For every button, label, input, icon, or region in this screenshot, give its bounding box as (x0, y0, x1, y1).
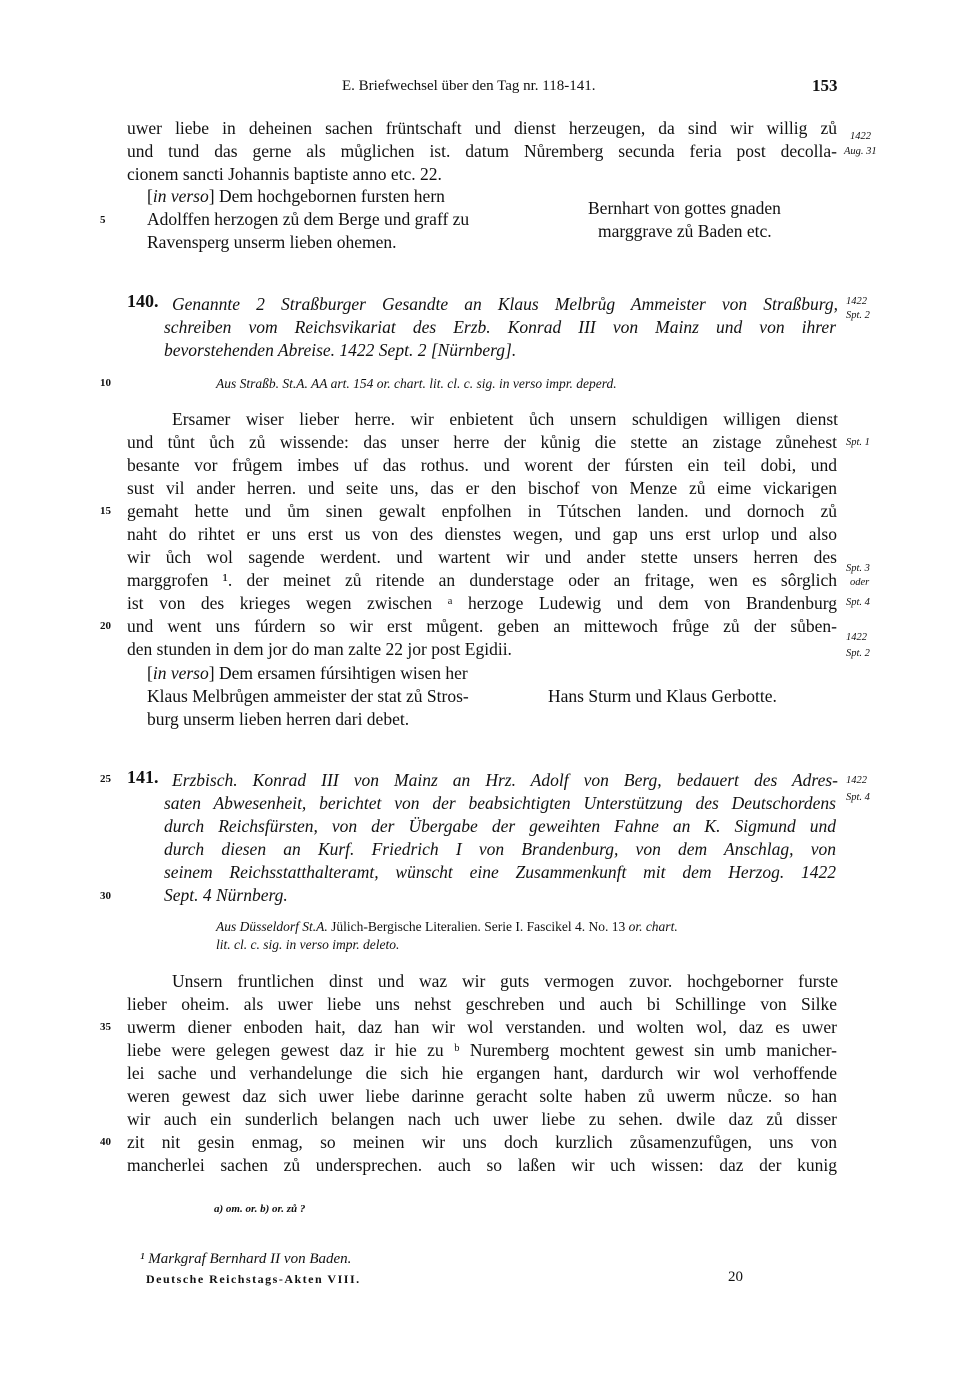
doc141-regest-line-1: Erzbisch. Konrad III von Mainz an Hrz. Adolf von Berg, bedauert des Adres- (172, 770, 838, 790)
doc140-text-line-8: marggrofen ¹. der meinet zů ritende an dunderstage oder an fritage, wen es sôrglich (127, 570, 837, 590)
line-number-30: 30 (100, 890, 111, 902)
doc141-number: 141. (127, 767, 159, 787)
critical-apparatus: a) om. or. b) or. zů ? (214, 1203, 306, 1215)
doc140-text-line-11: den stunden in dem jor do man zalte 22 jor post Egidii. (127, 639, 512, 659)
line-number-35: 35 (100, 1021, 111, 1033)
doc140-text-line-9: ist von des krieges wegen zwischen ᵃ herzoge Ludewig und dem von Brandenburg (127, 593, 837, 613)
doc140-address-line-1: [in verso] Dem ersamen fúrsihtigen wisen her (147, 663, 468, 683)
doc141-text-line-8: zit nit gesin enmag, so meinen wir uns doch kurzlich zůsamenzufůgen, uns von (127, 1132, 837, 1152)
doc141-source-archive: Aus Düsseldorf St.A. (216, 919, 328, 934)
doc140-address-text-1: Dem ersamen fúrsihtigen wisen her (218, 663, 468, 683)
line-number-20: 20 (100, 620, 111, 632)
doc140-margin-note-2b: oder (850, 577, 870, 588)
doc140-text-line-6: naht do rihtet er uns erst us von des dienstes wegen, und gap uns erst urlop und also (127, 524, 837, 544)
doc140-text-line-7: wir ůch wol sagende werdent. und wartent wir und ander stette unsers herren des (127, 547, 837, 567)
doc141-text-line-6: weren gewest daz sich uwer liebe darinne geracht solte haben zů uwerm nůcze. so han (127, 1086, 837, 1106)
doc140-signature: Hans Sturm und Klaus Gerbotte. (548, 686, 777, 706)
footer-series-title: Deutsche Reichstags-Akten VIII. (146, 1272, 361, 1286)
doc139-address-line-1: [in verso] Dem hochgebornen fursten hern (147, 186, 445, 206)
doc139-line-1: uwer liebe in deheinen sachen früntschaft und dienst herzeugen, da sind wir willig zů (127, 118, 837, 138)
doc141-text-line-3: uwerm diener enboden hait, daz han wir wol verstanden. und wolten wol, daz es uwer (127, 1017, 837, 1037)
doc141-text-line-4: liebe were gelegen gewest daz ir hie zu ᵇ Nuremberg mochtent gewest sin umb manicher- (127, 1040, 837, 1060)
doc139-line-3: cionem sancti Johannis baptiste anno etc. 22. (127, 164, 442, 184)
doc141-regest-line-6: Sept. 4 Nürnberg. (164, 885, 288, 905)
line-number-40: 40 (100, 1136, 111, 1148)
doc139-line-2: und tund das gerne als můglichen ist. datum Nůremberg secunda feria post decolla- (127, 141, 837, 161)
doc141-text-line-1: Unsern fruntlichen dinst und waz wir guts vermogen zuvor. hochgeborner furste (172, 971, 838, 991)
line-number-10: 10 (100, 377, 111, 389)
doc141-regest-line-3: durch Reichsfürsten, von der Übergabe der geweihten Fahne an K. Sigmund und (164, 816, 836, 836)
doc139-address-line-3: Ravensperg unserm lieben ohemen. (147, 232, 397, 252)
doc141-margin-year: 1422 (846, 775, 867, 786)
doc141-regest-line-4: durch diesen an Kurf. Friedrich I von Brandenburg, von dem Anschlag, von (164, 839, 836, 859)
doc140-regest-line-3: bevorstehenden Abreise. 1422 Sept. 2 [Nürnberg]. (164, 340, 517, 360)
line-number-5: 5 (100, 214, 106, 226)
doc139-signature-line-2: marggrave zů Baden etc. (598, 221, 772, 241)
doc141-margin-day: Spt. 4 (846, 792, 870, 803)
doc140-text-line-10: und went uns fúrdern so wir erst můgent. geben an mittewoch frůge zů der sůben- (127, 616, 837, 636)
doc140-regest-line-1: Genannte 2 Straßburger Gesandte an Klaus Melbrůg Ammeister von Straßburg, (172, 294, 838, 314)
running-header-title: E. Briefwechsel über den Tag nr. 118-141. (342, 78, 596, 94)
doc141-regest-line-5: seinem Reichsstatthalteramt, wünscht eine Zusammenkunft mit dem Herzog. 1422 (164, 862, 836, 882)
doc140-source: Aus Straßb. St.A. AA art. 154 or. chart. lit. cl. c. sig. in verso impr. deperd. (216, 376, 617, 391)
doc140-text-line-3: besante vor frůgem imbes uf das rothus. und worent der fúrsten ein teil dobi, und (127, 455, 837, 475)
doc141-source-line-1 (216, 917, 678, 936)
line-number-15: 15 (100, 505, 111, 517)
page-number: 153 (812, 76, 838, 95)
doc139-margin-day: Aug. 31 (844, 146, 877, 157)
doc141-text-line-2: lieber oheim. als uwer liebe uns nehst geschreben und auch bi Schillinge von Silke (127, 994, 837, 1014)
doc139-address-text-1: Dem hochgebornen fursten hern (218, 186, 445, 206)
doc139-verso-label: in verso (152, 186, 209, 206)
doc140-text-line-2: und tůnt ůch zů wissende: das unser herre der kůnig die stette an zistage zůnehest (127, 432, 837, 452)
doc141-text-line-7: wir auch ein sunderlich belangen nach uch uwer liebe zu sehen. dwile daz zů disser (127, 1109, 837, 1129)
doc140-margin-year: 1422 (846, 296, 867, 307)
doc140-margin-note-2a: Spt. 3 (846, 563, 870, 574)
doc140-margin-note-1: Spt. 1 (846, 437, 870, 448)
doc140-margin-note-3: Spt. 4 (846, 597, 870, 608)
line-number-25: 25 (100, 773, 111, 785)
doc140-number: 140. (127, 291, 159, 311)
doc140-regest-line-2: schreiben vom Reichsvikariat des Erzb. Konrad III von Mainz und von ihrer (164, 317, 836, 337)
doc140-address-line-2: Klaus Melbrůgen ammeister der stat zů Stros- (147, 686, 469, 706)
doc140-margin-note-4a: 1422 (846, 632, 867, 643)
doc141-text-line-5: lei sache und verhandelunge die sich hie ergangen hant, dardurch wir wol verhoffende (127, 1063, 837, 1083)
doc141-regest-line-2: saten Abwesenheit, berichtet von der beabsichtigten Unterstützung des Deutschordens (164, 793, 836, 813)
doc141-source-line-2: lit. cl. c. sig. in verso impr. deleto. (216, 937, 400, 952)
doc139-signature-line-1: Bernhart von gottes gnaden (588, 198, 781, 218)
doc140-verso-label: in verso (152, 663, 209, 683)
doc139-margin-year: 1422 (850, 131, 871, 142)
doc141-text-line-9: mancherlei sachen zů undersprechen. auch so laßen wir uch wissen: daz der kunig (127, 1155, 837, 1175)
footer-signature-mark: 20 (728, 1269, 743, 1285)
doc140-address-line-3: burg unserm lieben herren dari debet. (147, 709, 410, 729)
doc139-address-line-2: Adolffen herzogen zů dem Berge und graff zu (147, 209, 470, 229)
doc140-margin-day: Spt. 2 (846, 310, 870, 321)
footnote-1: ¹ Markgraf Bernhard II von Baden. (140, 1251, 352, 1267)
doc140-text-line-5: gemaht hette und ům sinen gewalt enpfolhen in Tútschen landen. und dornoch zů (127, 501, 837, 521)
doc140-margin-note-4b: Spt. 2 (846, 648, 870, 659)
doc140-text-line-1: Ersamer wiser lieber herre. wir enbietent ůch unsern schuldigen willigen dienst (172, 409, 838, 429)
doc140-text-line-4: sust vil ander herren. und seite uns, das er den bischof von Menze zů eime vickarigen (127, 478, 837, 498)
doc141-source-collection: Jülich-Bergische Literalien. Serie I. Fascikel 4. No. 13 (327, 919, 629, 934)
doc141-source-form: or. chart. (628, 919, 678, 934)
